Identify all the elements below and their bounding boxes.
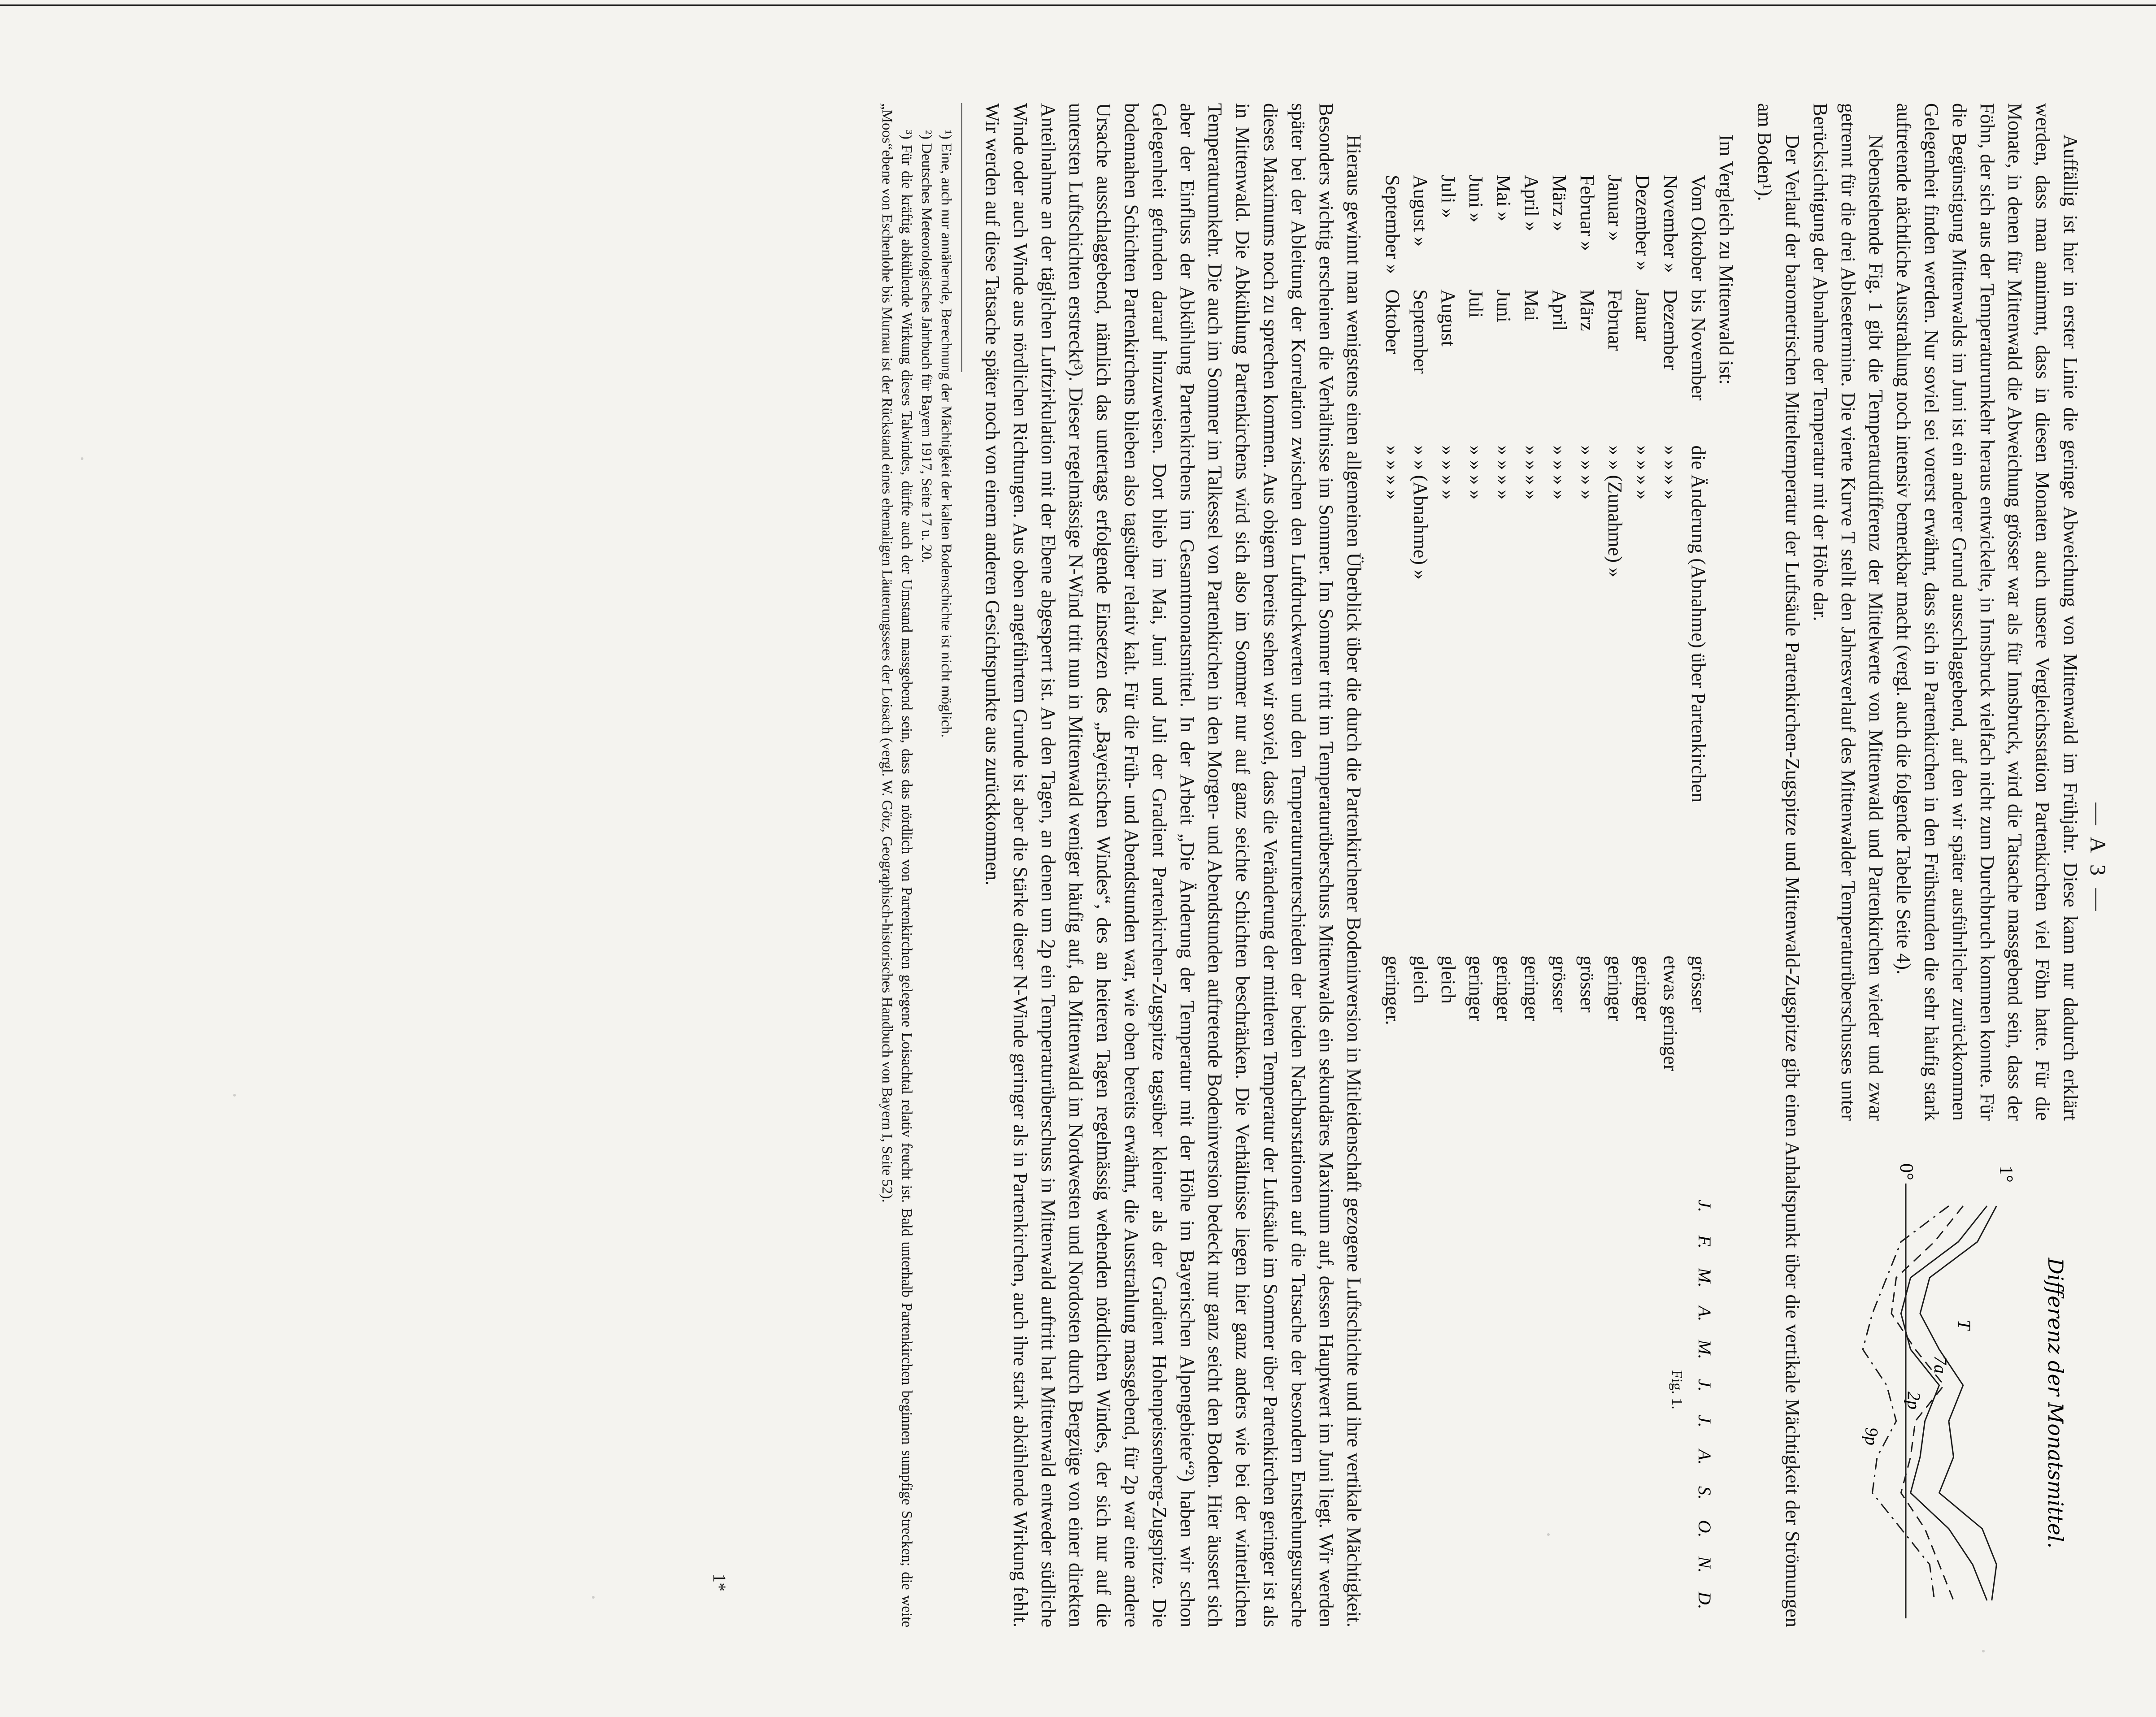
main-text — [877, 103, 2084, 1627]
y-axis-zero-label: 0° — [1896, 1163, 1917, 1180]
scan-speck — [81, 457, 83, 460]
figure-caption: Fig. 1. — [1669, 1370, 1685, 1409]
month-tick-label: M. — [1695, 1340, 1715, 1359]
month-tick-label: F. — [1695, 1235, 1715, 1249]
paragraph-1: Auffällig ist hier in erster Linie die geringe Abweichung von Mittenwald im Frühjahr. Diese kann nur dadurch erklärt werden, dass man annimmt, dass in diesen Monaten auch unsere Vergleichsstation Partenkirchen viel Föhn hatte. Für die Monate, in denen für Mittenwald die Abweichung grösser war als für Innsbruck, wird die Tatsache massgebend sein, dass der Föhn, der sich aus der Temperaturumkehr heraus entwickelte, in Innsbruck vielfach nicht zum Durchbruch kommen konnte. Für die Begünstigung Mittenwalds im Juni ist ein anderer Grund ausschlaggebend, auf den wir später ausführlicher zurückkommen Gelegenheit finden werden. Nur soviel sei vorerst erwähnt, dass sich in Partenkirchen in den Frühstunden die sehr häufig stark auftretende nächtliche Ausstrahlung noch intensiv bemerkbar macht (vergl. auch die folgende Tabelle Seite 4). — [1893, 103, 2082, 1121]
row-to: April — [1548, 289, 1570, 331]
scan-speck — [592, 1596, 595, 1599]
comparison-row — [1656, 175, 1684, 1079]
row-from: Dezember » — [1632, 175, 1654, 271]
paragraph-3: Der Verlauf der barometrischen Mitteltemperatur der Luftsäule Partenkirchen-Zugspitze und Mittenwald-Zugspitze gibt einen Anhaltspunkt über die vertikale Mächtigkeit der Strömungen am Boden¹). — [1754, 103, 1804, 1627]
row-result: gleich — [1437, 955, 1459, 1004]
comparison-row — [1378, 175, 1406, 1079]
page-header: — A 3 — — [2086, 802, 2111, 915]
row-change: die Änderung (Abnahme) über Partenkirchen — [1687, 445, 1709, 803]
comparison-row — [1629, 175, 1656, 1079]
row-result: gleich — [1409, 955, 1431, 1004]
row-change: » » » » — [1493, 445, 1515, 500]
row-from: September » — [1382, 175, 1404, 274]
row-result: grösser — [1576, 955, 1598, 1013]
row-change: » » » » — [1465, 445, 1487, 500]
row-from: Februar » — [1576, 175, 1598, 251]
row-result: geringer — [1521, 955, 1543, 1022]
row-result: grösser — [1548, 955, 1570, 1013]
month-tick-label: N. — [1695, 1556, 1715, 1573]
curve-label-a7: 7a — [1930, 1356, 1951, 1374]
comparison-table-body — [1378, 175, 1712, 1079]
month-tick-label: J. — [1695, 1415, 1715, 1427]
row-from: Vom Oktober — [1687, 175, 1709, 282]
row-change: » » » » — [1548, 445, 1570, 500]
row-result: geringer — [1465, 955, 1487, 1022]
scan-speck — [1547, 1533, 1550, 1536]
paragraph-2: Nebenstehende Fig. 1 gibt die Temperaturdifferenz der Mittelwerte von Mittenwald und Partenkirchen wieder und zwar getrennt für die drei Ablesetermine. Die vierte Kurve T stellt den Jahresverlauf des Mittenwalder Temperaturüberschusses unter Berücksichtigung der Abnahme der Temperatur mit der Höhe dar. — [1809, 103, 1887, 1121]
row-to: Oktober — [1382, 289, 1404, 354]
footnote-3: ³) Für die kräftig abkühlende Wirkung dieses Talwindes, dürfte auch der Umstand massgebend sein, dass das nördlich von Partenkirchen gelegene Loisachtal relativ feucht ist. Bald unterhalb Partenkirchen beginnen sumpfige Strecken; die weite „Moos“ebene von Eschenlohe bis Murnau ist der Rückstand eines ehemaligen Läuterungssees der Loisach (vergl. W. Götz, Geographisch-historisches Handbuch von Bayern I, Seite 52). — [879, 103, 915, 1627]
month-tick-label: D. — [1695, 1591, 1715, 1609]
row-to: September — [1409, 289, 1431, 374]
row-to: Mai — [1521, 289, 1543, 321]
row-to: bis November — [1687, 289, 1709, 401]
row-result: geringer. — [1382, 955, 1404, 1025]
comparison-row — [1517, 175, 1545, 1079]
row-to: März — [1576, 289, 1598, 331]
row-result: grösser — [1687, 955, 1709, 1013]
row-change: » » » » — [1660, 445, 1682, 500]
month-tick-label: A. — [1695, 1305, 1715, 1322]
row-change: » » (Zunahme) » — [1604, 445, 1626, 577]
row-to: Dezember — [1660, 289, 1682, 371]
row-change: » » (Abnahme) » — [1409, 445, 1431, 580]
row-result: geringer — [1493, 955, 1515, 1022]
row-change: » » » » — [1576, 445, 1598, 500]
row-from: März » — [1548, 175, 1570, 231]
comparison-lead: Im Vergleich zu Mittenwald ist: — [1715, 134, 1737, 385]
comparison-row — [1601, 175, 1629, 1079]
row-result: geringer — [1632, 955, 1654, 1022]
month-tick-label: A. — [1695, 1449, 1715, 1465]
y-axis-top-label: 1° — [1995, 1166, 2016, 1183]
row-change: » » » » — [1382, 445, 1404, 500]
row-from: Juli » — [1437, 175, 1459, 218]
comparison-table-block — [1378, 134, 1740, 1627]
comparison-row — [1462, 175, 1490, 1079]
comparison-row — [1573, 175, 1601, 1079]
row-from: April » — [1521, 175, 1543, 231]
comparison-row — [1490, 175, 1517, 1079]
row-change: » » » » — [1521, 445, 1543, 500]
row-to: Februar — [1604, 289, 1626, 351]
month-tick-label: M. — [1695, 1268, 1715, 1288]
row-from: August » — [1409, 175, 1431, 247]
comparison-row — [1434, 175, 1462, 1079]
footnote-1: ¹) Eine, auch nur annähernde, Berechnung der Mächtigkeit der kalten Bodenschichte ist nicht möglich. — [938, 130, 954, 738]
paragraph-4: Hieraus gewinnt man wenigstens einen allgemeinen Überblick über die durch die Partenkirchener Bodeninversion in Mitleidenschaft gezogene Luftschichte und ihre vertikale Mächtigkeit. Besonders wichtig erscheinen die Verhältnisse im Sommer. Im Sommer tritt im Temperaturüberschuss Mittenwalds ein sekundäres Maximum auf, dessen Hauptwert im Juni liegt. Wir werden später bei der Ableitung der Korrelation zwischen den Luftdruckwerten und den Temperaturunterschieden der beiden Nachbarstationen auf die Tatsache der besondern Entstehungsursache dieses Maximums noch zu sprechen kommen. Aus obigem bereits sehen wir soviel, dass die Veränderung der mittleren Temperatur der Luftsäule im Sommer über Partenkirchen geringer ist als in Mittenwald. Die Abkühlung Partenkirchens wird sich also im Sommer nur auf ganz seichte Schichten beschränken. Die Verhältnisse liegen hier ganz anders wie bei der winterlichen Temperaturumkehr. Die auch im Sommer im Talkessel von Partenkirchen in den Morgen- und Abendstunden auftretende Bodeninversion bedeckt nur ganz seicht den Boden. Hier äussert sich aber der Einfluss der Abkühlung Partenkirchens im Gesamtmonatsmittel. In der Arbeit „Die Änderung der Temperatur mit der Höhe im Bayerischen Alpengebiete“²) haben wir schon Gelegenheit gefunden darauf hinzuweisen. Dort blieb im Mai, Juni und Juli der Gradient Partenkirchen-Zugspitze tagsüber kleiner als der Gradient Hohenpeissenberg-Zugspitze. Die bodennahen Schichten Partenkirchens blieben also tagsüber relativ kalt. Für die Früh- und Abendstunden war, wie oben bereits erwähnt, die Ausstrahlung massgebend, für 2p war eine andere Ursache ausschlaggebend, nämlich das untertags erfolgende Einsetzen des „Bayerischen Windes“, des an heiteren Tagen regelmässig wehenden nördlichen Windes, der sich nur auf die untersten Luftschichten erstreckt³). Dieser regelmässige N-Wind tritt nun in Mittenwald weniger häufig auf, da Mittenwald im Nordwesten und Nordosten durch Bergzüge von einer direkten Anteilnahme an der täglichen Luftzirkulation mit der Ebene abgesperrt ist. An den Tagen, an denen um 2p ein Temperaturüberschuss in Mittenwald auftritt hat Mittenwald entweder südliche Winde oder auch Winde aus nördlichen Richtungen. Aus oben angeführtem Grunde ist aber die Stärke dieser N-Winde geringer als in Partenkirchen, auch ihre stark abkühlende Wirkung fehlt. Wir werden auf diese Tatsache später noch von einem anderen Gesichtspunkte aus zurückkommen. — [982, 103, 1365, 1627]
month-tick-label: O. — [1695, 1520, 1715, 1538]
curve-label-p9: 9p — [1861, 1427, 1882, 1445]
month-tick-label: J. — [1695, 1200, 1715, 1212]
month-tick-label: S. — [1695, 1486, 1715, 1500]
row-result: etwas geringer — [1660, 955, 1682, 1071]
row-from: November » — [1660, 175, 1682, 273]
figure-title: Differenz der Monatsmittel. — [2043, 1257, 2068, 1549]
comparison-row — [1406, 175, 1434, 1079]
row-to: Juni — [1493, 289, 1515, 322]
comparison-row — [1545, 175, 1573, 1079]
scan-speck — [233, 1094, 236, 1097]
footnotes — [877, 103, 962, 1627]
row-to: Juli — [1465, 289, 1487, 318]
row-to: August — [1437, 289, 1459, 347]
page-signature-mark: 1* — [709, 1574, 730, 1591]
scan-speck — [1982, 1650, 1985, 1652]
comparison-row — [1684, 175, 1712, 1079]
row-from: Mai » — [1493, 175, 1515, 221]
row-to: Januar — [1632, 289, 1654, 341]
curve-label-T: T — [1954, 1320, 1975, 1330]
row-from: Juni » — [1465, 175, 1487, 223]
row-from: Januar » — [1604, 175, 1626, 241]
rotated-page-content — [18, 0, 2138, 1717]
row-change: » » » » — [1632, 445, 1654, 500]
month-tick-label: J. — [1695, 1379, 1715, 1392]
row-change: » » » » — [1437, 445, 1459, 500]
comparison-table — [1378, 175, 1712, 1079]
footnote-2: ²) Deutsches Meteorologisches Jahrbuch für Bayern 1917, Seite 17 u. 20. — [918, 130, 935, 563]
row-result: geringer — [1604, 955, 1626, 1022]
curve-label-p2: 2p — [1904, 1392, 1924, 1409]
